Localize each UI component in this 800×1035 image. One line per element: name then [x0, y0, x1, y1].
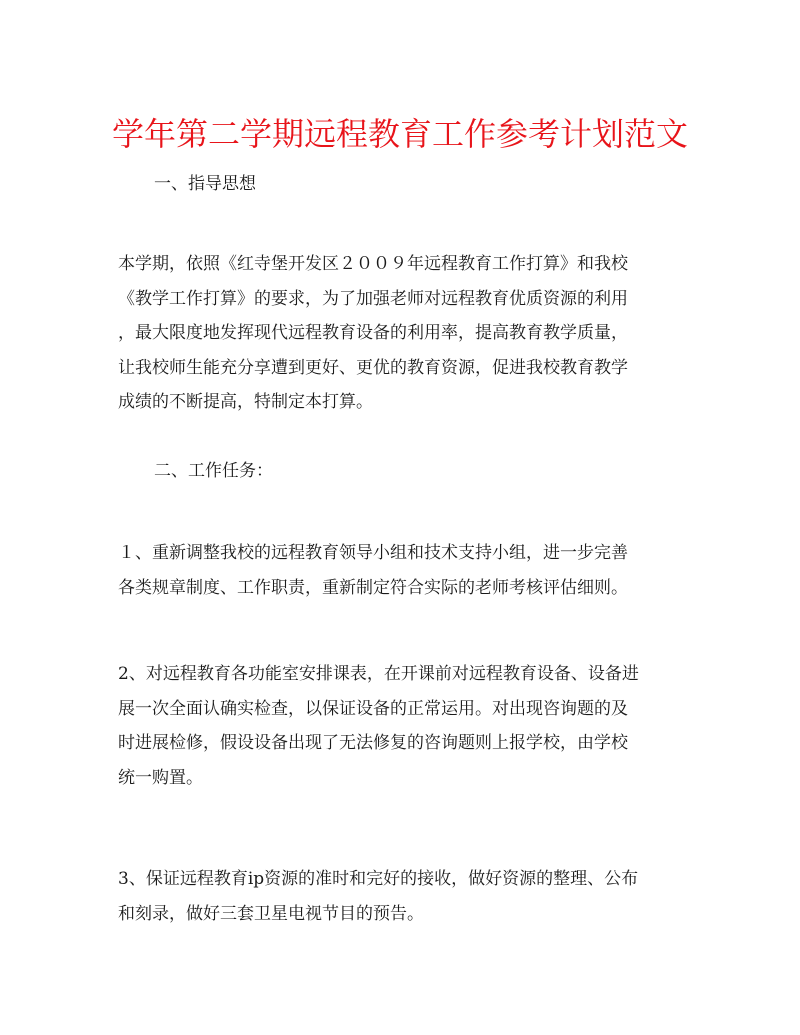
paragraph-line: 3、保证远程教育ip资源的准时和完好的接收，做好资源的整理、公布 — [118, 869, 639, 889]
task-item-3 — [118, 862, 690, 931]
paragraph-line: １、重新调整我校的远程教育领导小组和技术支持小组，进一步完善 — [118, 543, 628, 563]
paragraph-line: 2、对远程教育各功能室安排课表，在开课前对远程教育设备、设备进 — [118, 664, 639, 684]
paragraph-line: ，最大限度地发挥现代远程教育设备的利用率，提高教育教学质量， — [118, 323, 628, 343]
paragraph-line: 和刻录，做好三套卫星电视节目的预告。 — [118, 903, 424, 924]
document-title: 学年第二学期远程教育工作参考计划范文 — [111, 115, 688, 153]
paragraph-line: 各类规章制度、工作职责，重新制定符合实际的老师考核评估细则。 — [118, 577, 628, 598]
paragraph-intro — [118, 247, 690, 420]
section-heading-guiding-ideology: 一、指导思想 — [154, 174, 256, 194]
paragraph-line: 让我校师生能充分享遭到更好、更优的教育资源，促进我校教育教学 — [118, 357, 628, 378]
paragraph-line: 时进展检修，假设设备出现了无法修复的咨询题则上报学校，由学校 — [118, 733, 628, 753]
paragraph-line: 成绩的不断提高，特制定本打算。 — [118, 392, 373, 412]
paragraph-line: 《教学工作打算》的要求，为了加强老师对远程教育优质资源的利用 — [118, 288, 628, 309]
paragraph-line: 统一购置。 — [118, 767, 203, 788]
paragraph-line: 展一次全面认确实检查，以保证设备的正常运用。对出现咨询题的及 — [118, 698, 628, 719]
paragraph-line: 本学期，依照《红寺堡开发区２００９年远程教育工作打算》和我校 — [118, 254, 628, 274]
task-item-1 — [118, 536, 690, 605]
section-heading-work-tasks: 二、工作任务： — [154, 461, 273, 481]
task-item-2 — [118, 657, 690, 795]
